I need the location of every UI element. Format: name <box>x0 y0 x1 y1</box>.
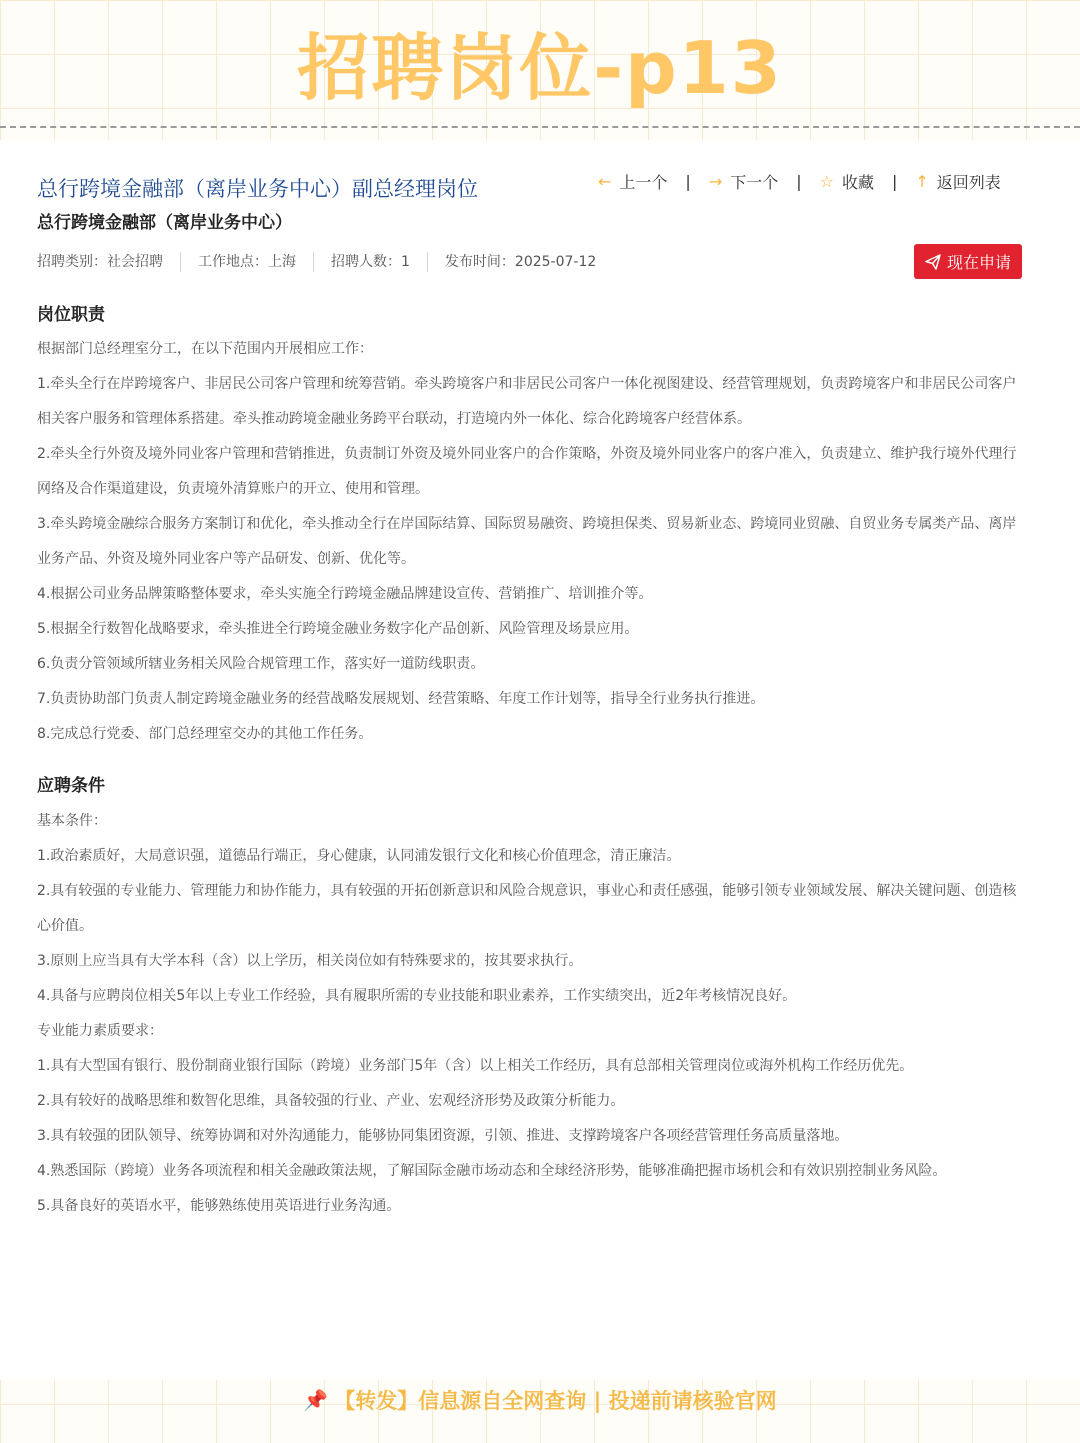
footer-text: 【转发】信息源自全网查询 | 投递前请核验官网 <box>334 1389 777 1413</box>
arrow-left-icon: ← <box>598 171 612 191</box>
star-icon: ☆ <box>819 171 834 191</box>
next-button[interactable] <box>709 170 778 193</box>
duty-line: 6.负责分管领域所辖业务相关风险合规管理工作，落实好一道防线职责。 <box>37 656 485 672</box>
duty-line: 根据部门总经理室分工，在以下范围内开展相应工作： <box>37 341 373 357</box>
duty-line: 2.牵头全行外资及境外同业客户管理和营销推进，负责制订外资及境外同业客户的合作策略，外资及境外同业客户的客户准入，负责建立、维护我行境外代理行 <box>37 446 1017 462</box>
job-meta <box>37 248 613 276</box>
prev-button[interactable] <box>598 170 667 193</box>
separator: | <box>891 171 898 191</box>
arrow-right-icon: → <box>708 171 723 191</box>
requirement-line: 基本条件： <box>37 813 107 829</box>
department-name: 总行跨境金融部（离岸业务中心） <box>37 213 292 233</box>
duty-line: 4.根据公司业务品牌策略整体要求，牵头实施全行跨境金融品牌建设宣传、营销推广、培训推介等。 <box>37 586 653 602</box>
duty-line: 3.牵头跨境金融综合服务方案制订和优化，牵头推动全行在岸国际结算、国际贸易融资、跨境担保类、贸易新业态、跨境同业贸融、自贸业务专属类产品、离岸 <box>37 516 1017 532</box>
duty-line: 网络及合作渠道建设，负责境外清算账户的开立、使用和管理。 <box>37 481 429 497</box>
requirement-line: 3.原则上应当具有大学本科（含）以上学历，相关岗位如有特殊要求的，按其要求执行。 <box>37 953 583 969</box>
pushpin-icon: 📌 <box>303 1388 329 1412</box>
duties-title: 岗位职责 <box>37 305 105 325</box>
back-label: 返回列表 <box>936 172 1001 192</box>
footer-notice <box>0 1378 1080 1422</box>
job-detail-card <box>0 140 1080 1380</box>
duty-line: 5.根据全行数智化战略要求，牵头推进全行跨境金融业务数字化产品创新、风险管理及场景应用。 <box>37 621 639 637</box>
favorite-label: 收藏 <box>841 172 874 192</box>
meta-count: 招聘人数：1 <box>313 252 427 272</box>
duty-line: 1.牵头全行在岸跨境客户、非居民公司客户管理和统筹营销。牵头跨境客户和非居民公司客户一体化视图建设、经营管理规划，负责跨境客户和非居民公司客户 <box>37 376 1017 392</box>
apply-button[interactable] <box>914 244 1022 279</box>
duty-line: 7.负责协助部门负责人制定跨境金融业务的经营战略发展规划、经营策略、年度工作计划等，指导全行业务执行推进。 <box>37 691 765 707</box>
back-to-list-button[interactable] <box>915 170 1000 193</box>
separator: | <box>796 171 802 191</box>
requirement-line: 5.具备良好的英语水平，能够熟练使用英语进行业务沟通。 <box>37 1198 401 1214</box>
requirement-line: 3.具有较强的团队领导、统筹协调和对外沟通能力，能够协同集团资源，引领、推进、支撑跨境客户各项经营管理任务高质量落地。 <box>37 1128 849 1144</box>
requirement-line: 1.政治素质好，大局意识强，道德品行端正，身心健康，认同浦发银行文化和核心价值理念，清正廉洁。 <box>37 848 681 864</box>
requirement-line: 2.具有较强的专业能力、管理能力和协作能力，具有较强的开拓创新意识和风险合规意识，事业心和责任感强，能够引领专业领域发展、解决关键问题、创造核 <box>37 883 1017 899</box>
paper-plane-icon <box>925 254 941 270</box>
banner <box>0 18 1080 118</box>
arrow-up-icon: ↑ <box>915 171 929 191</box>
favorite-button[interactable] <box>820 170 874 193</box>
job-title: 总行跨境金融部（离岸业务中心）副总经理岗位 <box>37 177 478 201</box>
meta-published: 发布时间：2025-07-12 <box>427 252 613 272</box>
next-label: 下一个 <box>730 172 779 192</box>
requirement-line: 4.具备与应聘岗位相关5年以上专业工作经验，具有履职所需的专业技能和职业素养，工作实绩突出，近2年考核情况良好。 <box>37 988 797 1004</box>
requirement-line: 1.具有大型国有银行、股份制商业银行国际（跨境）业务部门5年（含）以上相关工作经历，具有总部相关管理岗位或海外机构工作经历优先。 <box>37 1058 914 1074</box>
requirement-line: 专业能力素质要求： <box>37 1023 163 1039</box>
duties-content <box>37 332 1027 752</box>
apply-label: 现在申请 <box>946 253 1011 272</box>
banner-title: 招聘岗位-p13 <box>297 26 783 110</box>
requirement-line: 4.熟悉国际（跨境）业务各项流程和相关金融政策法规，了解国际金融市场动态和全球经济形势，能够准确把握市场机会和有效识别控制业务风险。 <box>37 1163 947 1179</box>
duty-line: 相关客户服务和管理体系搭建。牵头推动跨境金融业务跨平台联动，打造境内外一体化、综合化跨境客户经营体系。 <box>37 411 751 427</box>
meta-location: 工作地点：上海 <box>180 252 313 272</box>
separator: | <box>685 171 691 191</box>
requirements-content <box>37 804 1027 1224</box>
detail-actions <box>598 166 1001 196</box>
requirements-title: 应聘条件 <box>37 776 105 796</box>
prev-label: 上一个 <box>619 172 668 192</box>
meta-category: 招聘类别：社会招聘 <box>37 254 163 270</box>
duty-line: 业务产品、外资及境外同业客户等产品研发、创新、优化等。 <box>37 551 415 567</box>
duty-line: 8.完成总行党委、部门总经理室交办的其他工作任务。 <box>37 726 373 742</box>
dashed-divider <box>0 126 1080 128</box>
requirement-line: 心价值。 <box>37 918 93 934</box>
requirement-line: 2.具有较好的战略思维和数智化思维，具备较强的行业、产业、宏观经济形势及政策分析能力。 <box>37 1093 625 1109</box>
